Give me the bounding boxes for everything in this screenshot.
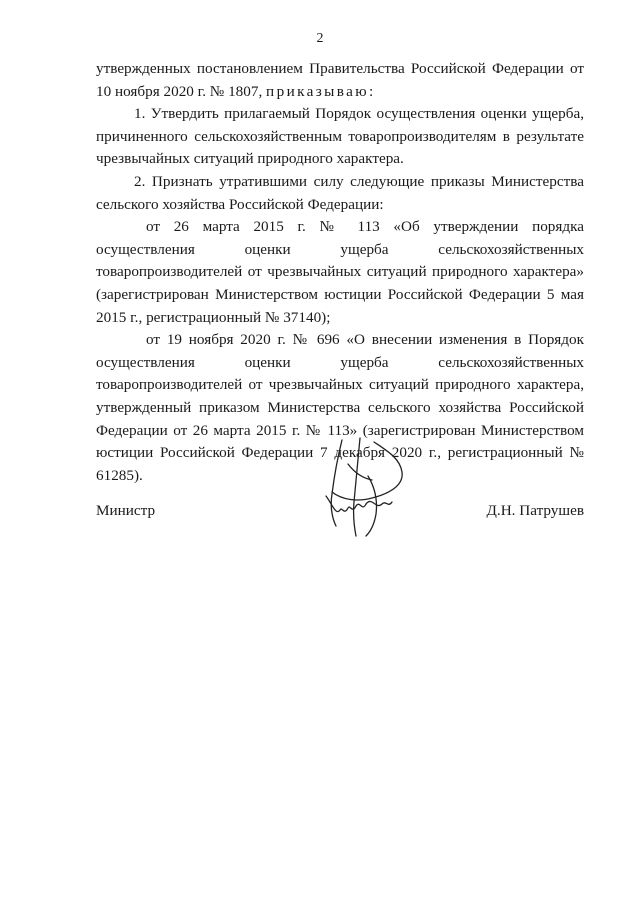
paragraph-item-1: 1. Утвердить прилагаемый Порядок осуществления оценки ущерба, причиненного сельскохозяйственным товаропроизводителям в результате чрезвычайных ситуаций природного характера. — [96, 105, 584, 168]
paragraph-intro — [96, 58, 584, 103]
paragraph-repealed-order-696: от 19 ноября 2020 г. № 696 «О внесении изменения в Порядок осуществления оценки ущерба сельскохозяйственных товаропроизводителей от чрезвычайных ситуаций природного характера, утвержденный приказом Министерства сельского хозяйства Российской Федерации от 26 марта 2015 г. № 113» (зарегистрирован Министерством юстиции Российской Федерации 7 декабря 2020 г., регистрационный № 61285). — [96, 331, 584, 484]
intro-text: утвержденных постановлением Правительства Российской Федерации от 10 ноября 2020 г. № 1807, — [96, 60, 584, 100]
paragraph-item-2: 2. Признать утратившими силу следующие приказы Министерства сельского хозяйства Российской Федерации: — [96, 172, 584, 213]
paragraph-repealed-order-113: от 26 марта 2015 г. № 113 «Об утверждении порядка осуществления оценки ущерба сельскохозяйственных товаропроизводителей от чрезвычайных ситуаций природного характера» (зарегистрирован Министерством юстиции Российской Федерации 5 мая 2015 г., регистрационный № 37140); — [96, 218, 584, 326]
signatory-name: Д.Н. Патрушев — [486, 502, 584, 519]
order-word: приказываю: — [266, 82, 376, 100]
page-number: 2 — [316, 31, 324, 46]
document-body — [96, 58, 584, 487]
signatory-title: Министр — [96, 502, 156, 519]
handwritten-signature — [312, 436, 412, 541]
